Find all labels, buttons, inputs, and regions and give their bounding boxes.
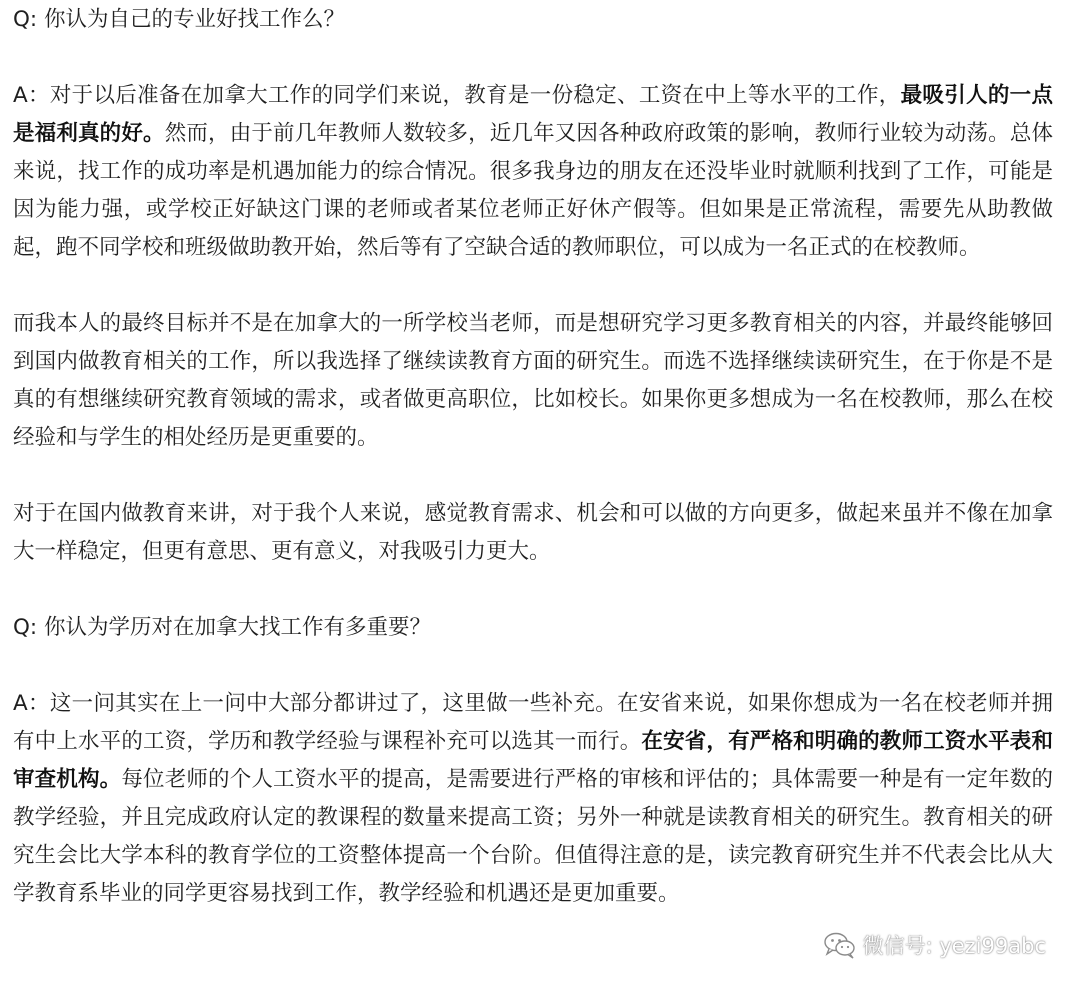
paragraph-spacer	[13, 571, 1053, 609]
answer-1	[13, 77, 1053, 267]
wechat-watermark	[823, 930, 1046, 960]
answer-2-highlight: 在安省，有严格和明确的教师工资水平表和审查机构。	[13, 729, 1053, 792]
paragraph-career-goal: 而我本人的最终目标并不是在加拿大的一所学校当老师，而是想研究学习更多教育相关的内容，并最终能够回到国内做教育相关的工作，所以我选择了继续读教育方面的研究生。而选不选择继续读研究生，在于你是不是真的有想继续研究教育领域的需求，或者做更高职位，比如校长。如果你更多想成为一名在校教师，那么在校经验和与学生的相处经历是更重要的。	[13, 311, 1053, 450]
watermark-text: 微信号: yezi99abc	[862, 934, 1046, 958]
answer-2-intro: A：这一问其实在上一问中大部分都讲过了，这里做一些补充。在安省来说，如果你想成为一名在校老师并拥有中上水平的工资，学历和教学经验与课程补充可以选其一而行。	[13, 691, 1053, 754]
answer-2	[13, 685, 1053, 913]
paragraph-spacer	[13, 647, 1053, 685]
article-body	[13, 0, 1053, 913]
paragraph-domestic-education: 对于在国内做教育来讲，对于我个人来说，感觉教育需求、机会和可以做的方向更多，做起来虽并不像在加拿大一样稳定，但更有意思、更有意义，对我吸引力更大。	[13, 501, 1053, 564]
answer-2-body: 每位老师的个人工资水平的提高，是需要进行严格的审核和评估的；具体需要一种是有一定年数的教学经验，并且完成政府认定的教课程的数量来提高工资；另外一种就是读教育相关的研究生。教育相关的研究生会比大学本科的教育学位的工资整体提高一个台阶。但值得注意的是，读完教育研究生并不代表会比从大学教育系毕业的同学更容易找到工作，教学经验和机遇还是更加重要。	[13, 767, 1053, 906]
question-2: Q: 你认为学历对在加拿大找工作有多重要？	[13, 615, 432, 640]
wechat-icon	[823, 931, 857, 959]
paragraph-spacer	[13, 457, 1053, 495]
paragraph-spacer	[13, 267, 1053, 305]
paragraph-spacer	[13, 39, 1053, 77]
answer-1-highlight: 最吸引人的一点是福利真的好。	[13, 83, 1053, 146]
answer-1-intro: A：对于以后准备在加拿大工作的同学们来说，教育是一份稳定、工资在中上等水平的工作，	[13, 83, 901, 108]
answer-1-body: 然而，由于前几年教师人数较多，近几年又因各种政府政策的影响，教师行业较为动荡。总体来说，找工作的成功率是机遇加能力的综合情况。很多我身边的朋友在还没毕业时就顺利找到了工作，可能是因为能力强，或学校正好缺这门课的老师或者某位老师正好休产假等。但如果是正常流程，需要先从助教做起，跑不同学校和班级做助教开始，然后等有了空缺合适的教师职位，可以成为一名正式的在校教师。	[13, 121, 1053, 260]
question-1: Q: 你认为自己的专业好找工作么？	[13, 7, 346, 32]
